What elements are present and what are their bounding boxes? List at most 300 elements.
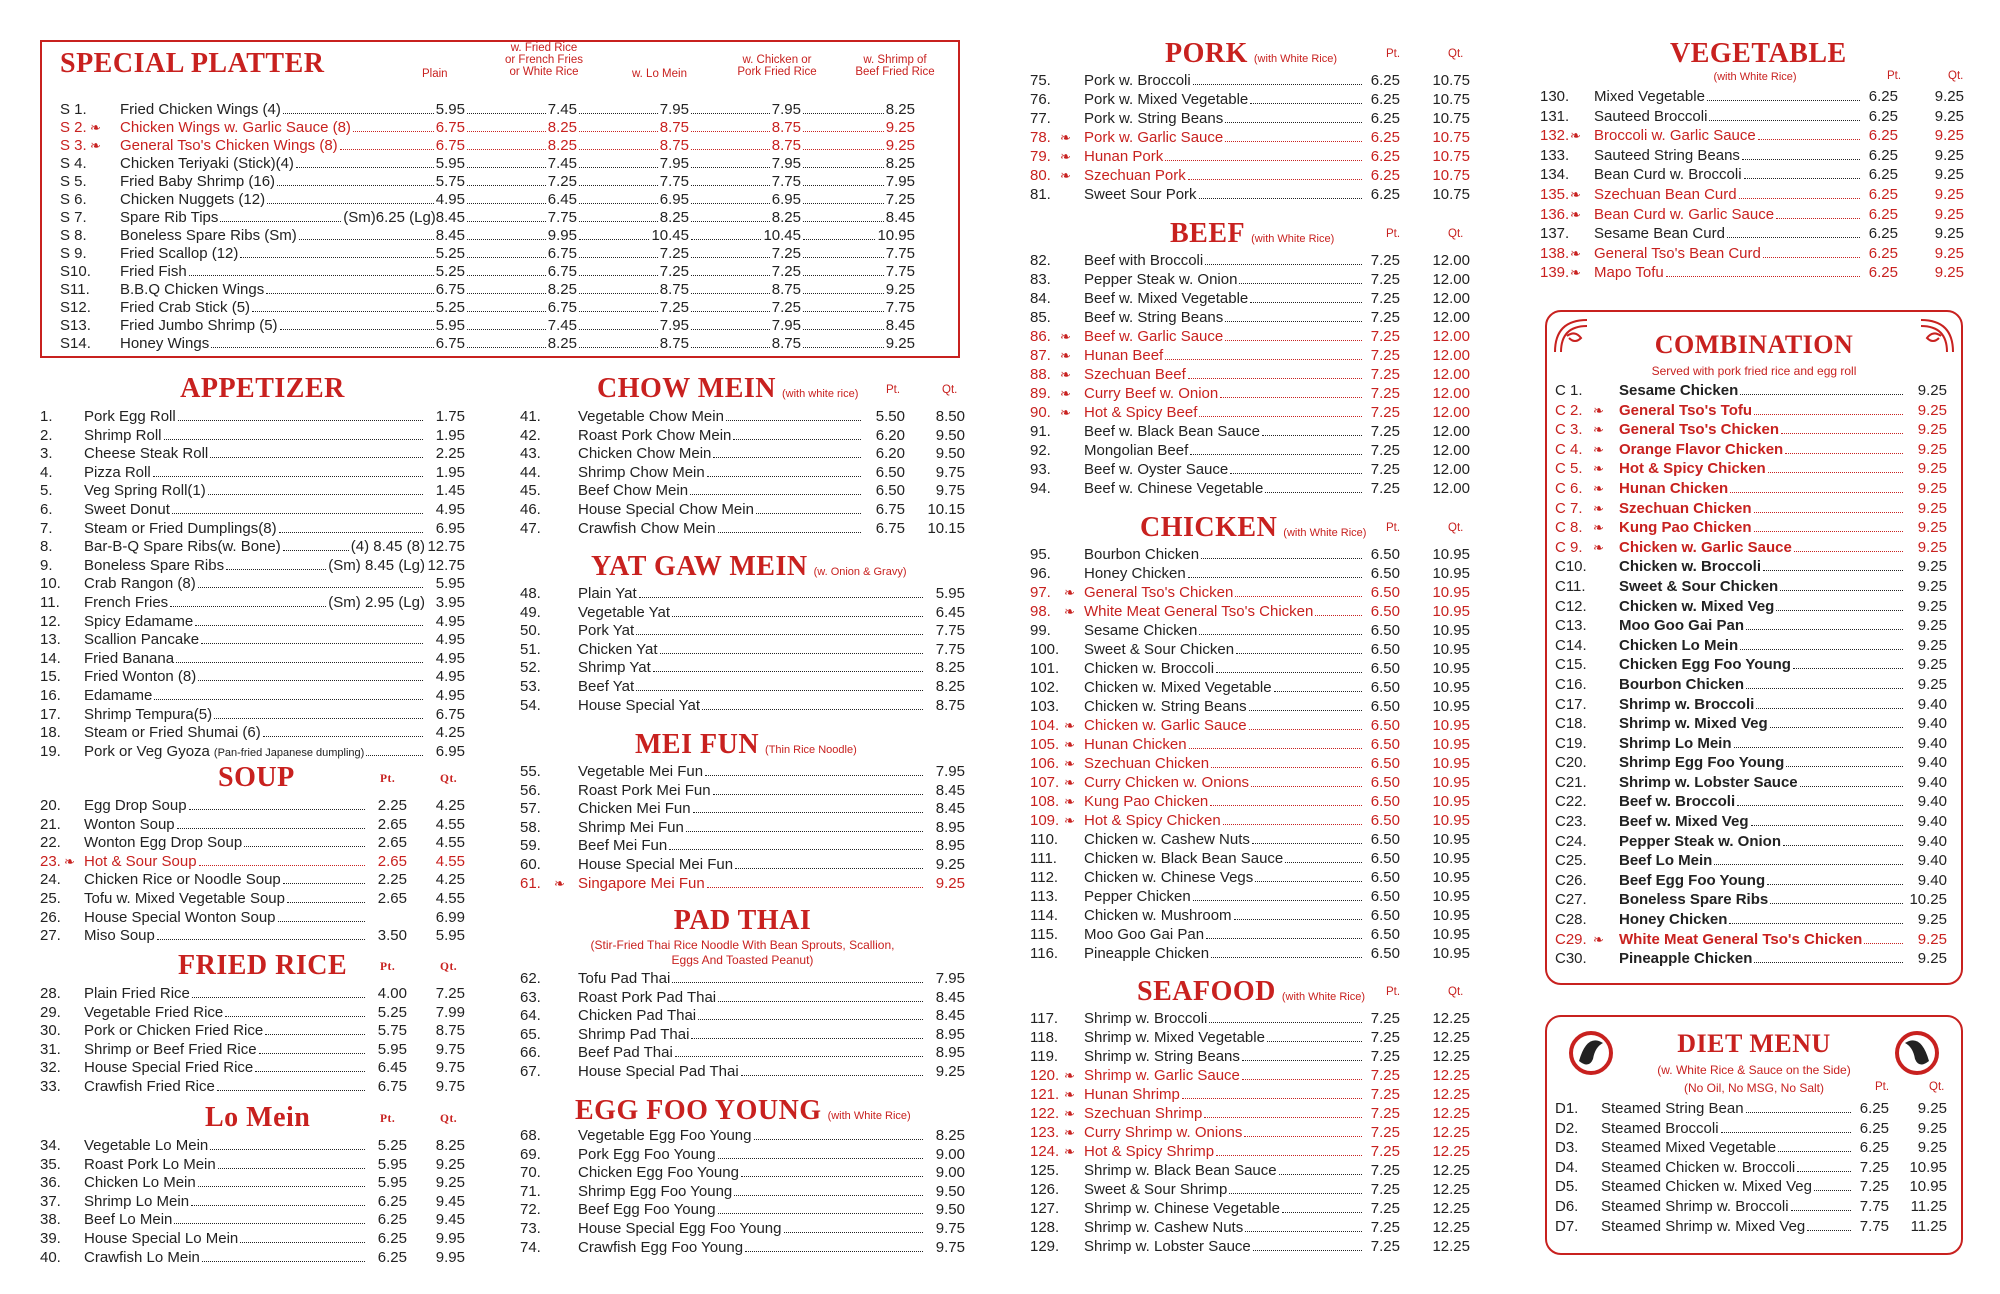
- item-price: 9.75: [935, 1238, 965, 1256]
- platter-price: 8.25: [659, 209, 689, 226]
- item-name: Chicken Egg Foo Young: [578, 1164, 739, 1182]
- item-number: 88. ❧: [1030, 366, 1071, 383]
- platter-price: 6.75: [547, 245, 577, 262]
- dot-leader: [1730, 492, 1903, 493]
- price-quart: 12.25: [1432, 1219, 1470, 1236]
- appetizer-list: [40, 408, 465, 761]
- platter-price: 7.75: [547, 209, 577, 226]
- item-number: 10.: [40, 575, 61, 593]
- menu-item-row: [40, 631, 465, 650]
- dot-leader: [1754, 414, 1903, 415]
- price-quart: 9.50: [935, 426, 965, 444]
- price-quart: 10.95: [1432, 698, 1470, 715]
- price-pint: 7.25: [1370, 1200, 1400, 1217]
- item-number: 1.: [40, 408, 53, 425]
- dot-leader: [366, 755, 423, 756]
- item-number: 138. ❧: [1540, 244, 1581, 262]
- dot-leader: [1807, 1230, 1851, 1231]
- dot-leader: [1282, 1212, 1362, 1213]
- dot-leader: [579, 191, 658, 204]
- price-pint: 5.25: [377, 1003, 407, 1021]
- item-name: Sauteed Broccoli: [1594, 107, 1708, 125]
- dot-leader: [691, 245, 770, 258]
- item-price: 9.50: [935, 1201, 965, 1219]
- menu-item-row: [40, 1004, 465, 1023]
- chili-pepper-icon: ❧: [1593, 520, 1604, 536]
- item-subnote: (Pan-fried Japanese dumpling): [213, 746, 365, 759]
- item-name: General Tso's Chicken: [1619, 421, 1780, 439]
- item-number: 47.: [520, 519, 541, 537]
- dot-leader: [707, 476, 861, 477]
- chili-pepper-icon: ❧: [1570, 206, 1581, 222]
- dot-leader: [691, 119, 770, 132]
- platter-price-cell: [577, 173, 689, 191]
- dot-leader: [803, 137, 884, 150]
- dot-leader: [691, 209, 770, 222]
- menu-item-row: [1030, 678, 1470, 697]
- item-name: Spare Rib Tips: [120, 209, 219, 226]
- platter-price: 10.45: [763, 227, 801, 244]
- menu-item-row: [1030, 545, 1470, 564]
- price-quart: 12.00: [1432, 461, 1470, 478]
- item-number: S 4.: [60, 155, 87, 172]
- platter-price: 8.45: [885, 317, 915, 334]
- dot-leader: [1229, 1193, 1362, 1194]
- item-number: C24.: [1555, 832, 1587, 850]
- dot-leader: [1729, 923, 1903, 924]
- fried-rice-qt: Qt.: [440, 961, 458, 973]
- platter-price-cell: [801, 209, 915, 227]
- menu-item-row: [1555, 1099, 1947, 1119]
- platter-price: 6.75: [547, 263, 577, 280]
- menu-item-row: [1555, 518, 1947, 538]
- dot-leader: [467, 317, 546, 330]
- item-name: Wonton Egg Drop Soup: [84, 834, 243, 852]
- platter-price: 7.25: [659, 263, 689, 280]
- item-price: 9.25: [1917, 499, 1947, 517]
- price-quart: 4.55: [435, 815, 465, 833]
- price-pint: 6.25: [377, 1248, 407, 1266]
- item-price: 9.25: [1917, 656, 1947, 674]
- platter-price: 7.95: [885, 173, 915, 190]
- price-quart: 4.55: [435, 889, 465, 907]
- item-name: Hot & Sour Soup: [84, 852, 197, 870]
- price-quart: 10.95: [1432, 622, 1470, 639]
- price-plain: 5.25: [435, 299, 465, 316]
- item-name: Roast Pork Mei Fun: [578, 781, 711, 799]
- dot-leader: [1744, 178, 1860, 179]
- item-name: Shrimp w. Broccoli: [1619, 695, 1755, 713]
- item-name: Boneless Spare Ribs: [1619, 891, 1769, 909]
- dot-leader: [340, 137, 434, 150]
- item-number: C25.: [1555, 852, 1587, 870]
- chili-pepper-icon: ❧: [1593, 422, 1604, 438]
- platter-price: 7.25: [659, 245, 689, 262]
- price-quart: 10.95: [1432, 831, 1470, 848]
- platter-price: 7.75: [885, 245, 915, 262]
- price-quart: 9.25: [1934, 185, 1964, 203]
- menu-item-row: [1030, 754, 1470, 773]
- item-number: 92.: [1030, 442, 1051, 459]
- item-number: D1.: [1555, 1100, 1579, 1117]
- item-price: 6.75: [435, 705, 465, 723]
- pork-list: [1030, 71, 1470, 204]
- item-name: Sweet & Sour Chicken: [1084, 641, 1235, 658]
- item-name: Fried Scallop (12): [120, 245, 239, 262]
- item-name: Chicken w. Garlic Sauce: [1084, 717, 1247, 734]
- beef-qt: Qt.: [1448, 228, 1464, 240]
- item-price: 4.95: [435, 668, 465, 686]
- item-number: 76.: [1030, 91, 1051, 108]
- item-number: C 7. ❧: [1555, 499, 1604, 517]
- platter-price-cell: [465, 209, 577, 227]
- menu-item-row: [1030, 1142, 1470, 1161]
- price-quart: 10.95: [1432, 679, 1470, 696]
- fried-rice-title: FRIED RICE: [178, 950, 348, 981]
- platter-item-name-cell: [120, 299, 465, 317]
- item-price: 9.40: [1917, 773, 1947, 791]
- item-name: Chicken Mei Fun: [578, 800, 691, 818]
- platter-item-row: [60, 173, 940, 191]
- menu-item-row: [520, 427, 965, 446]
- menu-item-row: [1555, 792, 1947, 812]
- item-name: Shrimp w. Broccoli: [1084, 1010, 1208, 1027]
- price-pint: 5.95: [377, 1155, 407, 1173]
- dot-leader: [1188, 577, 1362, 578]
- item-name: Chicken w. String Beans: [1084, 698, 1247, 715]
- platter-price-cell: [577, 245, 689, 263]
- header-shrimp-line1: w. Shrimp of: [863, 54, 927, 66]
- price-quart: 12.25: [1432, 1105, 1470, 1122]
- chow-mein-qt: Qt.: [942, 384, 958, 396]
- price-plain: 5.95: [435, 101, 465, 118]
- platter-price: 8.75: [659, 335, 689, 352]
- dot-leader: [1754, 531, 1903, 532]
- item-name: Kung Pao Chicken: [1619, 519, 1752, 537]
- dot-leader: [579, 155, 658, 168]
- vegetable-qt: Qt.: [1948, 70, 1964, 82]
- item-name: Singapore Mei Fun: [578, 874, 705, 892]
- item-name: Sesame Bean Curd: [1594, 225, 1725, 243]
- item-number: 23. ❧: [40, 852, 75, 870]
- price-quart: 10.95: [1432, 736, 1470, 753]
- platter-item-row: [60, 191, 940, 209]
- lo-mein-pt: Pt.: [380, 1113, 396, 1125]
- item-name: Pork Yat: [578, 622, 635, 640]
- chili-pepper-icon: ❧: [1060, 168, 1071, 183]
- item-name: House Special Lo Mein: [84, 1229, 239, 1247]
- item-price: 5.95: [435, 575, 465, 593]
- price-quart: 12.25: [1432, 1124, 1470, 1141]
- price-pint: 6.25: [1859, 1119, 1889, 1137]
- platter-price-cell: [801, 317, 915, 335]
- item-price: 9.25: [1917, 401, 1947, 419]
- menu-item-row: [1030, 849, 1470, 868]
- price-quart: 9.25: [1917, 1100, 1947, 1117]
- menu-item-row: [1030, 1028, 1470, 1047]
- item-name: Fried Fish: [120, 263, 187, 280]
- price-quart: 12.25: [1432, 1086, 1470, 1103]
- platter-price-cell: [689, 191, 801, 209]
- menu-item-row: [1555, 773, 1947, 793]
- item-name: Steamed Shrimp w. Broccoli: [1601, 1197, 1789, 1215]
- item-name: Fried Chicken Wings (4): [120, 101, 281, 118]
- item-number: C26.: [1555, 871, 1587, 889]
- platter-price: 10.95: [877, 227, 915, 244]
- item-number: 21.: [40, 815, 61, 833]
- item-price: 12.75: [427, 538, 465, 556]
- header-lo-mein: w. Lo Mein: [632, 68, 687, 80]
- platter-item-name-cell: [120, 281, 465, 299]
- item-name: Roast Pork Lo Mein: [84, 1155, 216, 1173]
- fried-rice-pt: Pt.: [380, 961, 396, 973]
- price-plain: 6.75: [435, 137, 465, 154]
- item-price: 9.25: [1917, 617, 1947, 635]
- price-pint: 7.25: [1370, 1162, 1400, 1179]
- price-quart: 10.95: [1432, 584, 1470, 601]
- dot-leader: [1244, 1136, 1362, 1137]
- dot-leader: [198, 587, 423, 588]
- platter-price-cell: [801, 281, 915, 299]
- item-number: 29.: [40, 1003, 61, 1021]
- item-name: Pork Egg Foo Young: [578, 1145, 716, 1163]
- menu-item-row: [40, 575, 465, 594]
- dot-leader: [691, 299, 770, 312]
- dot-leader: [1205, 264, 1362, 265]
- item-number: C 4. ❧: [1555, 440, 1604, 458]
- price-quart: 10.95: [1909, 1178, 1947, 1196]
- price-quart: 9.45: [435, 1211, 465, 1229]
- price-pint: 2.25: [377, 871, 407, 889]
- menu-item-row: [520, 819, 965, 838]
- dot-leader: [1234, 919, 1362, 920]
- dot-leader: [1734, 747, 1904, 748]
- item-number: 102.: [1030, 679, 1060, 696]
- menu-item-row: [1555, 381, 1947, 401]
- platter-price-cell: [465, 191, 577, 209]
- chili-pepper-icon: ❧: [1593, 500, 1604, 516]
- dot-leader: [1249, 729, 1362, 730]
- menu-item-row: [520, 1146, 965, 1165]
- price-pint: 6.25: [377, 1229, 407, 1247]
- price-quart: 12.00: [1432, 404, 1470, 421]
- dot-leader: [672, 982, 923, 983]
- item-number: 89. ❧: [1030, 385, 1071, 402]
- item-price: 6.95: [435, 519, 465, 537]
- price-plain: 5.75: [435, 173, 465, 190]
- item-number: C19.: [1555, 734, 1587, 752]
- platter-price: 7.45: [547, 101, 577, 118]
- menu-item-row: [40, 724, 465, 743]
- dot-leader: [1727, 237, 1860, 238]
- platter-price: 7.95: [771, 317, 801, 334]
- item-name: Sweet Sour Pork: [1084, 186, 1197, 203]
- price-quart: 10.95: [1432, 945, 1470, 962]
- dot-leader: [198, 1186, 365, 1187]
- dot-leader: [1776, 218, 1860, 219]
- item-number: C23.: [1555, 813, 1587, 831]
- menu-item-row: [1540, 165, 1964, 185]
- dot-leader: [220, 209, 341, 222]
- menu-item-row: [1555, 538, 1947, 558]
- price-plain: 6.75: [435, 281, 465, 298]
- dot-leader: [579, 227, 649, 240]
- price-pint: 7.25: [1370, 404, 1400, 421]
- menu-item-row: [1555, 1119, 1947, 1139]
- seafood-sub: (with White Rice): [1281, 991, 1365, 1003]
- item-number: 41.: [520, 408, 541, 425]
- dot-leader: [154, 699, 423, 700]
- chili-pepper-icon: ❧: [1064, 1106, 1075, 1121]
- dot-leader: [157, 939, 365, 940]
- item-name: Spicy Edamame: [84, 612, 194, 630]
- chili-pepper-icon: ❧: [1064, 585, 1075, 600]
- dot-leader: [1758, 139, 1860, 140]
- item-name: Moo Goo Gai Pan: [1619, 617, 1745, 635]
- menu-item-row: [1030, 1218, 1470, 1237]
- price-quart: 5.95: [435, 927, 465, 945]
- dot-leader: [698, 1019, 923, 1020]
- item-price: 7.95: [935, 970, 965, 987]
- chow-mein-pt: Pt.: [886, 384, 901, 396]
- menu-item-row: [40, 408, 465, 427]
- platter-item-name-cell: [120, 317, 465, 335]
- item-name: Chicken Egg Foo Young: [1619, 656, 1791, 674]
- dot-leader: [691, 155, 770, 168]
- menu-item-row: [1555, 1158, 1947, 1178]
- dot-leader: [283, 550, 349, 551]
- menu-item-row: [40, 834, 465, 853]
- menu-item-row: [1555, 890, 1947, 910]
- item-name: Shrimp Yat: [578, 659, 651, 677]
- chicken-list: [1030, 545, 1470, 963]
- item-name: Pork w. String Beans: [1084, 110, 1224, 127]
- item-number: 22.: [40, 834, 61, 852]
- chili-pepper-icon: ❧: [1064, 813, 1075, 828]
- dot-leader: [170, 606, 326, 607]
- dot-leader: [579, 101, 658, 114]
- menu-item-row: [40, 1059, 465, 1078]
- platter-price-cell: [577, 209, 689, 227]
- platter-price-cell: [689, 137, 801, 155]
- item-name: Beef Lo Mein: [84, 1211, 173, 1229]
- item-number: 36.: [40, 1174, 61, 1192]
- price-quart: 10.95: [1909, 1158, 1947, 1176]
- item-name: Beef w. String Beans: [1084, 309, 1224, 326]
- item-price: 8.95: [935, 1025, 965, 1043]
- dot-leader: [191, 1205, 365, 1206]
- platter-price: 9.25: [885, 335, 915, 352]
- dot-leader: [1188, 179, 1362, 180]
- platter-price-cell: [465, 299, 577, 317]
- item-number: 49.: [520, 603, 541, 621]
- item-name: Crawfish Chow Mein: [578, 519, 716, 537]
- price-pint: 6.25: [1859, 1100, 1889, 1117]
- dot-leader: [803, 281, 884, 294]
- item-price: 9.00: [935, 1145, 965, 1163]
- dot-leader: [198, 680, 423, 681]
- menu-item-row: [40, 816, 465, 835]
- platter-price-cell: [577, 263, 689, 281]
- dot-leader: [754, 1139, 924, 1140]
- price-pint: 6.50: [875, 463, 905, 481]
- item-number: 70.: [520, 1164, 541, 1182]
- price-quart: 7.25: [435, 985, 465, 1002]
- price-pint: 6.25: [1370, 72, 1400, 89]
- menu-item-row: [520, 856, 965, 875]
- platter-price: 10.45: [651, 227, 689, 244]
- item-name: Shrimp or Beef Fried Rice: [84, 1040, 257, 1058]
- dot-leader: [1780, 590, 1903, 591]
- platter-price: 6.95: [659, 191, 689, 208]
- price-quart: 8.75: [435, 1022, 465, 1040]
- price-pint: 7.75: [1859, 1217, 1889, 1235]
- dot-leader: [467, 299, 546, 312]
- item-name: House Special Pad Thai: [578, 1062, 739, 1080]
- price-quart: 12.25: [1432, 1010, 1470, 1027]
- item-number: 100.: [1030, 641, 1060, 658]
- platter-price-cell: [577, 281, 689, 299]
- dot-leader: [259, 1053, 365, 1054]
- menu-item-row: [1555, 440, 1947, 460]
- item-number: 5.: [40, 482, 53, 500]
- item-number: 95.: [1030, 546, 1051, 563]
- dot-leader: [1285, 862, 1362, 863]
- item-number: S13.: [60, 317, 91, 334]
- platter-price-cell: [465, 155, 577, 173]
- dot-leader: [1754, 962, 1903, 963]
- item-number: 64.: [520, 1007, 541, 1025]
- price-pint: 7.25: [1370, 366, 1400, 383]
- dot-leader: [803, 245, 884, 258]
- item-number: C 6. ❧: [1555, 479, 1604, 497]
- dot-leader: [1742, 159, 1860, 160]
- item-number: 115.: [1030, 926, 1059, 943]
- item-number: 94.: [1030, 480, 1051, 497]
- price-quart: 7.99: [435, 1003, 465, 1021]
- platter-item-row: [60, 263, 940, 281]
- dot-leader: [705, 775, 923, 776]
- dot-leader: [1756, 708, 1903, 709]
- dot-leader: [691, 191, 770, 204]
- pad-thai-note: [520, 938, 965, 968]
- price-quart: 9.25: [1934, 146, 1964, 164]
- menu-item-row: [1030, 925, 1470, 944]
- dot-leader: [803, 335, 884, 348]
- price-quart: 4.25: [435, 871, 465, 889]
- item-number: 31.: [40, 1040, 61, 1058]
- dot-leader: [1251, 786, 1362, 787]
- platter-price: 7.25: [547, 173, 577, 190]
- item-name: Steamed Broccoli: [1601, 1119, 1719, 1137]
- menu-item-row: [1030, 441, 1470, 460]
- menu-item-row: [40, 445, 465, 464]
- menu-item-row: [40, 501, 465, 520]
- price-quart: 10.95: [1432, 565, 1470, 582]
- dot-leader: [579, 263, 658, 276]
- item-number: 75.: [1030, 72, 1051, 89]
- item-number: 25.: [40, 889, 61, 907]
- price-pint: 6.25: [1370, 148, 1400, 165]
- price-pint: 5.25: [377, 1137, 407, 1154]
- dot-leader: [283, 883, 365, 884]
- price-pint: 6.50: [875, 482, 905, 500]
- header-chicken: [722, 54, 832, 78]
- menu-item-row: [1555, 577, 1947, 597]
- price-plain: 5.95: [435, 317, 465, 334]
- item-price: 8.45: [935, 781, 965, 799]
- platter-price: 7.25: [771, 299, 801, 316]
